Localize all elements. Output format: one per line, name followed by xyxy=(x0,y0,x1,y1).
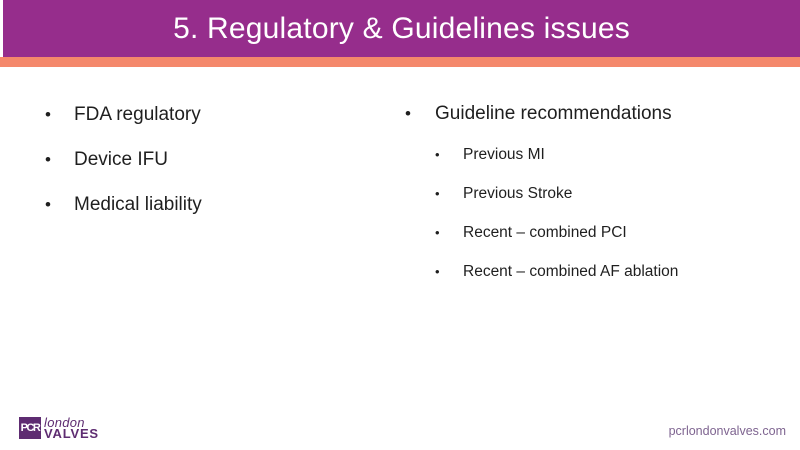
list-item xyxy=(435,223,775,242)
list-item xyxy=(435,262,775,281)
bullet-icon: • xyxy=(405,104,411,123)
list-item-label: FDA regulatory xyxy=(74,104,201,125)
pcr-logo-abbr: PCR xyxy=(20,422,40,434)
slide-content xyxy=(0,67,800,450)
list-item xyxy=(45,194,365,216)
logo-line-london: london xyxy=(44,415,85,430)
pcr-logo-icon xyxy=(19,417,41,439)
bullet-icon: • xyxy=(435,186,440,201)
bullet-icon: • xyxy=(435,264,440,279)
logo-wordmark xyxy=(44,417,99,440)
list-item xyxy=(45,104,365,126)
bullet-icon: • xyxy=(45,195,51,214)
bullet-icon: • xyxy=(45,150,51,169)
list-item-label: Device IFU xyxy=(74,149,168,170)
right-heading xyxy=(405,102,775,126)
list-item-label: Previous Stroke xyxy=(463,185,573,202)
bullet-icon: • xyxy=(435,147,440,162)
left-bullet-list xyxy=(45,104,365,239)
pcr-london-valves-logo xyxy=(19,417,99,440)
logo-line-valves: VALVES xyxy=(44,426,99,441)
list-item-label: Previous MI xyxy=(463,146,545,163)
list-item xyxy=(435,184,775,203)
header-bar xyxy=(3,0,800,57)
list-item-label: Medical liability xyxy=(74,194,202,215)
bullet-icon: • xyxy=(435,225,440,240)
list-item xyxy=(45,149,365,171)
right-column xyxy=(405,102,775,301)
list-item xyxy=(435,145,775,164)
sub-bullet-list xyxy=(435,145,775,281)
website-url: pcrlondonvalves.com xyxy=(668,424,786,438)
bullet-icon: • xyxy=(45,105,51,124)
right-heading-label: Guideline recommendations xyxy=(435,103,672,124)
page-title: 5. Regulatory & Guidelines issues xyxy=(173,11,630,45)
list-item-label: Recent – combined PCI xyxy=(463,224,627,241)
accent-divider xyxy=(0,57,800,67)
list-item-label: Recent – combined AF ablation xyxy=(463,263,679,280)
